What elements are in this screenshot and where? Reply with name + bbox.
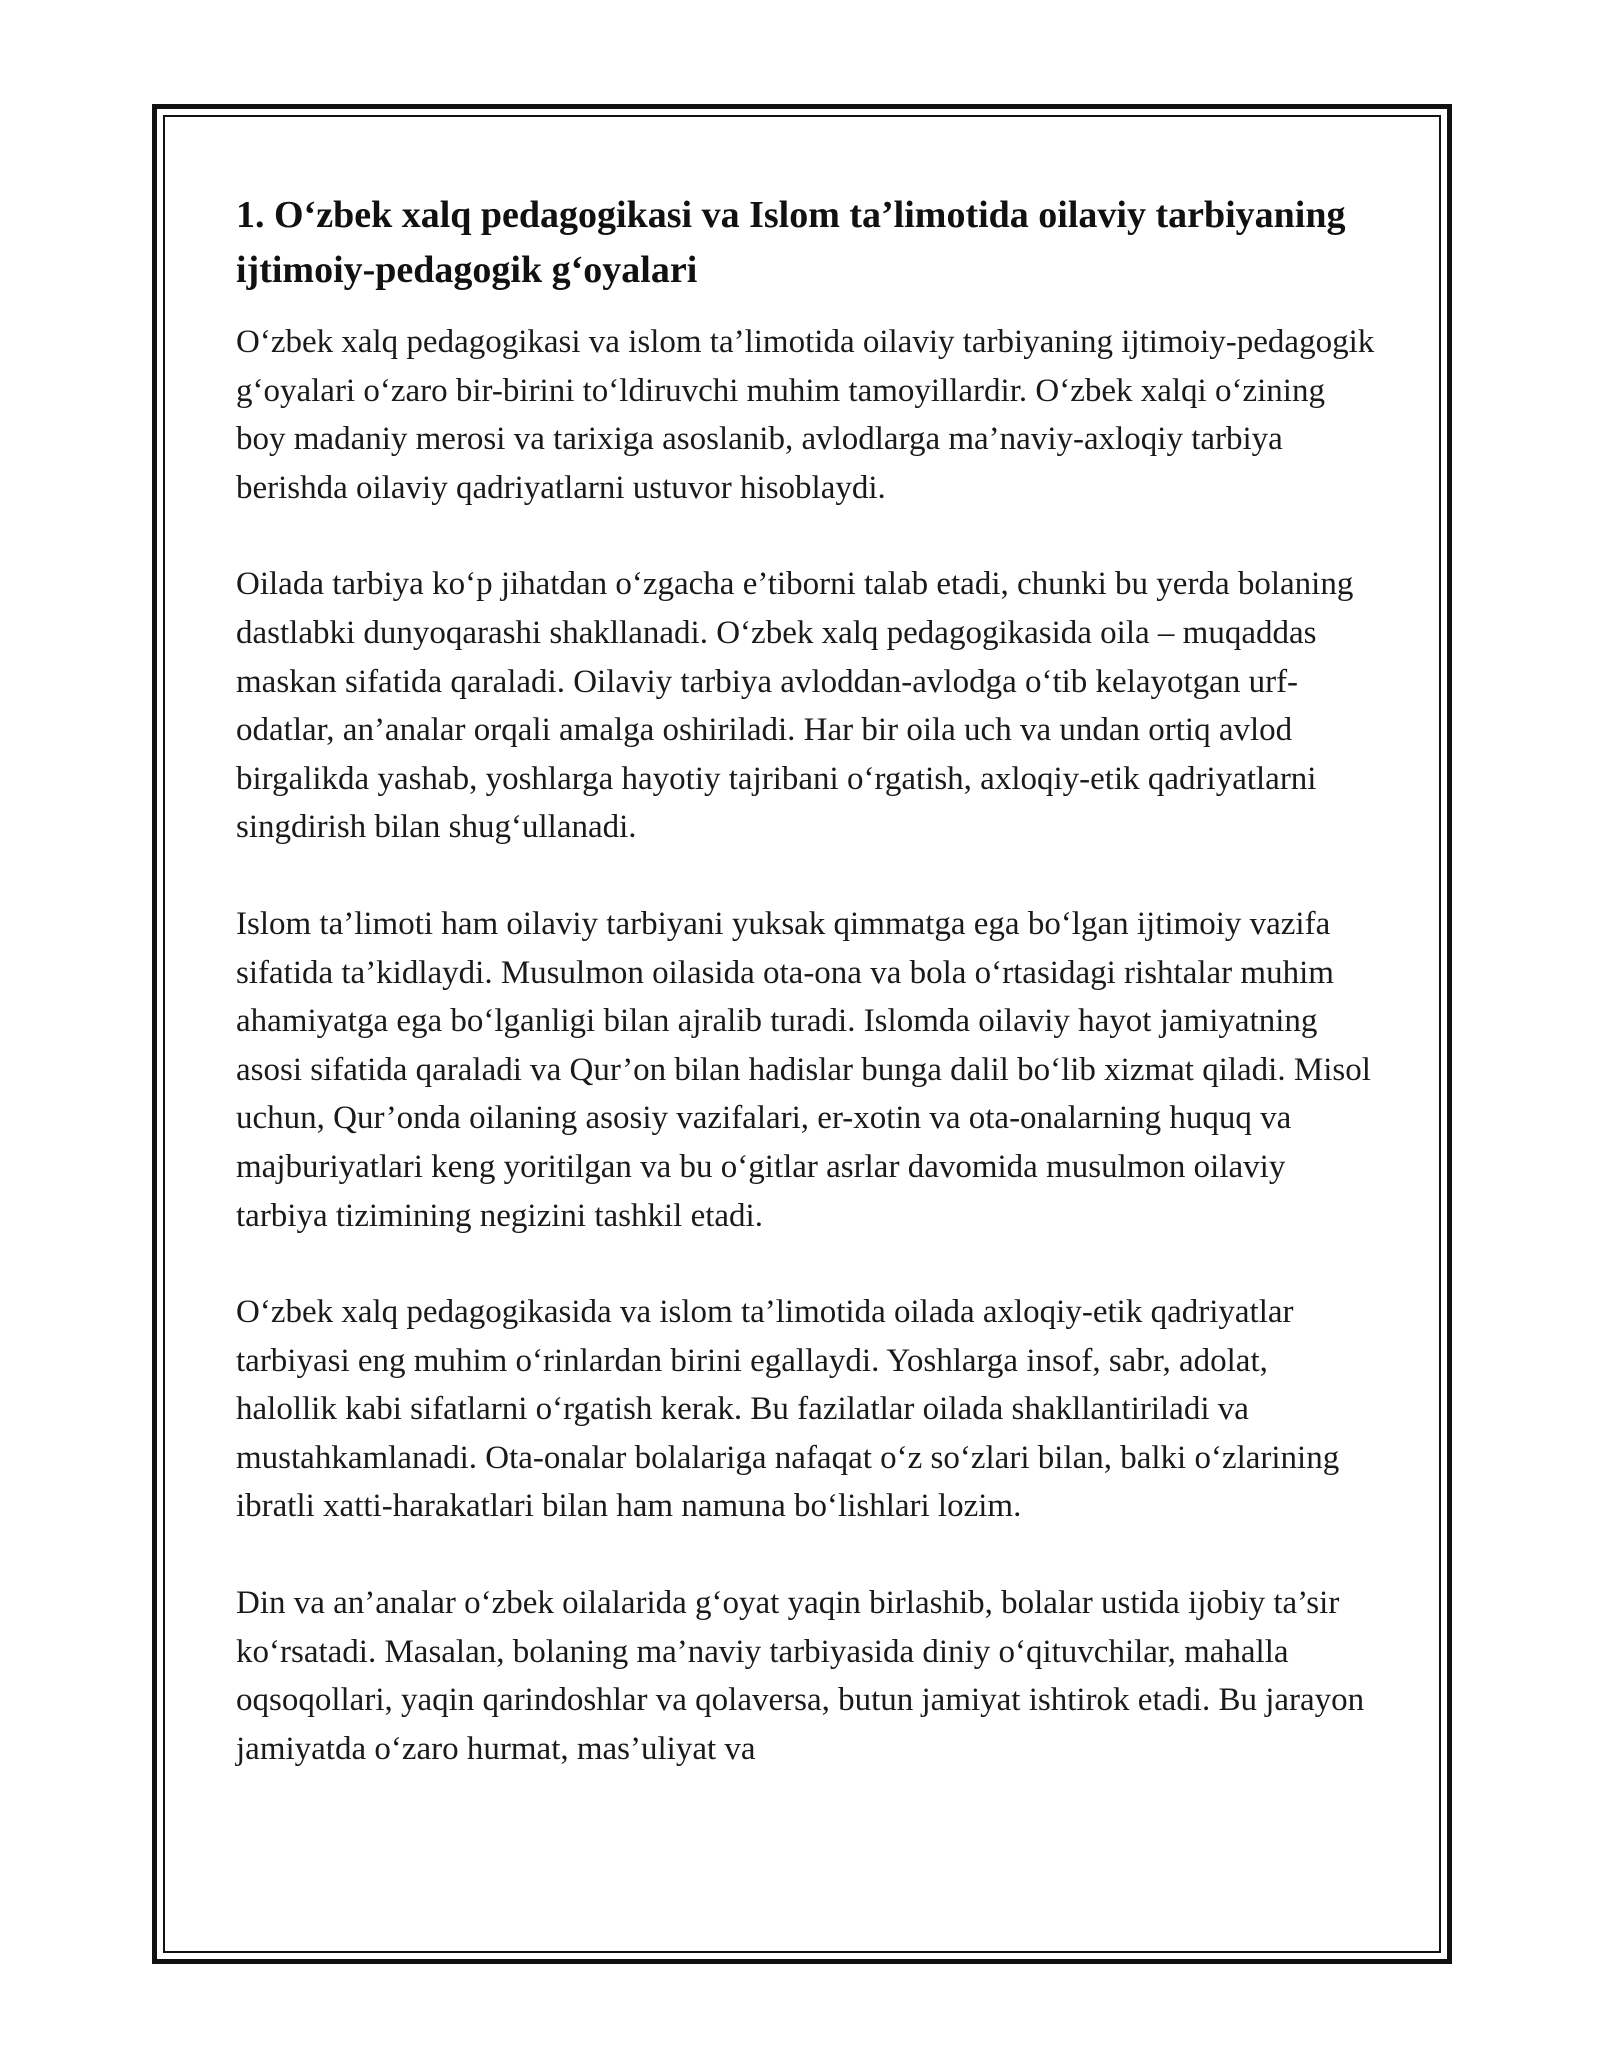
paragraph-5: Din va an’analar o‘zbek oilalarida g‘oyat yaqin birlashib, bolalar ustida ijobiy ta’sir ko‘rsatadi. Masalan, bolaning ma’naviy tarbiyasida diniy o‘qituvchilar, mahalla oqsoqollari, yaqin qarindoshlar va qolaversa, butun jamiyat ishtirok etadi. Bu jarayon jamiyatda o‘zaro hurmat, mas’uliyat va bbox=[236, 1585, 1365, 1767]
paragraph-4: O‘zbek xalq pedagogikasida va islom ta’limotida oilada axloqiy-etik qadriyatlar tarbiyasi eng muhim o‘rinlardan birini egallaydi. Yoshlarga insof, sabr, adolat, halollik kabi sifatlarni o‘rgatish kerak. Bu fazilatlar oilada shakllantiriladi va mustahkamlanadi. Ota-onalar bolalariga nafaqat o‘z so‘zlari bilan, balki o‘zlarining ibratli xatti-harakatlari bilan ham namuna bo‘lishlari lozim. bbox=[236, 1294, 1340, 1525]
paragraph-1: O‘zbek xalq pedagogikasi va islom ta’limotida oilaviy tarbiyaning ijtimoiy-pedagogik g‘oyalari o‘zaro bir-birini to‘ldiruvchi muhim tamoyillardir. O‘zbek xalqi o‘zining boy madaniy merosi va tarixiga asoslanib, avlodlarga ma’naviy-axloqiy tarbiya berishda oilaviy qadriyatlarni ustuvor hisoblaydi. bbox=[236, 324, 1375, 506]
paragraph-3: Islom ta’limoti ham oilaviy tarbiyani yuksak qimmatga ega bo‘lgan ijtimoiy vazifa sifatida ta’kidlaydi. Musulmon oilasida ota-ona va bola o‘rtasidagi rishtalar muhim ahamiyatga ega bo‘lganligi bilan ajralib turadi. Islomda oilaviy hayot jamiyatning asosi sifatida qaraladi va Qur’on bilan hadislar bunga dalil bo‘lib xizmat qiladi. Misol uchun, Qur’onda oilaning asosiy vazifalari, er-xotin va ota-onalarning huquq va majburiyatlari keng yoritilgan va bu o‘gitlar asrlar davomida musulmon oilaviy tarbiya tizimining negizini tashkil etadi. bbox=[236, 905, 1371, 1234]
document-body bbox=[236, 188, 1376, 1821]
section-heading: 1. O‘zbek xalq pedagogikasi va Islom ta’limotida oilaviy tarbiyaning ijtimoiy-pedagogik g‘oyalari bbox=[236, 194, 1346, 291]
paragraph-2: Oilada tarbiya ko‘p jihatdan o‘zgacha e’tiborni talab etadi, chunki bu yerda bolaning dastlabki dunyoqarashi shakllanadi. O‘zbek xalq pedagogikasida oila – muqaddas maskan sifatida qaraladi. Oilaviy tarbiya avloddan-avlodga o‘tib kelayotgan urf-odatlar, an’analar orqali amalga oshiriladi. Har bir oila uch va undan ortiq avlod birgalikda yashab, yoshlarga hayotiy tajribani o‘rgatish, axloqiy-etik qadriyatlarni singdirish bilan shug‘ullanadi. bbox=[236, 566, 1354, 846]
